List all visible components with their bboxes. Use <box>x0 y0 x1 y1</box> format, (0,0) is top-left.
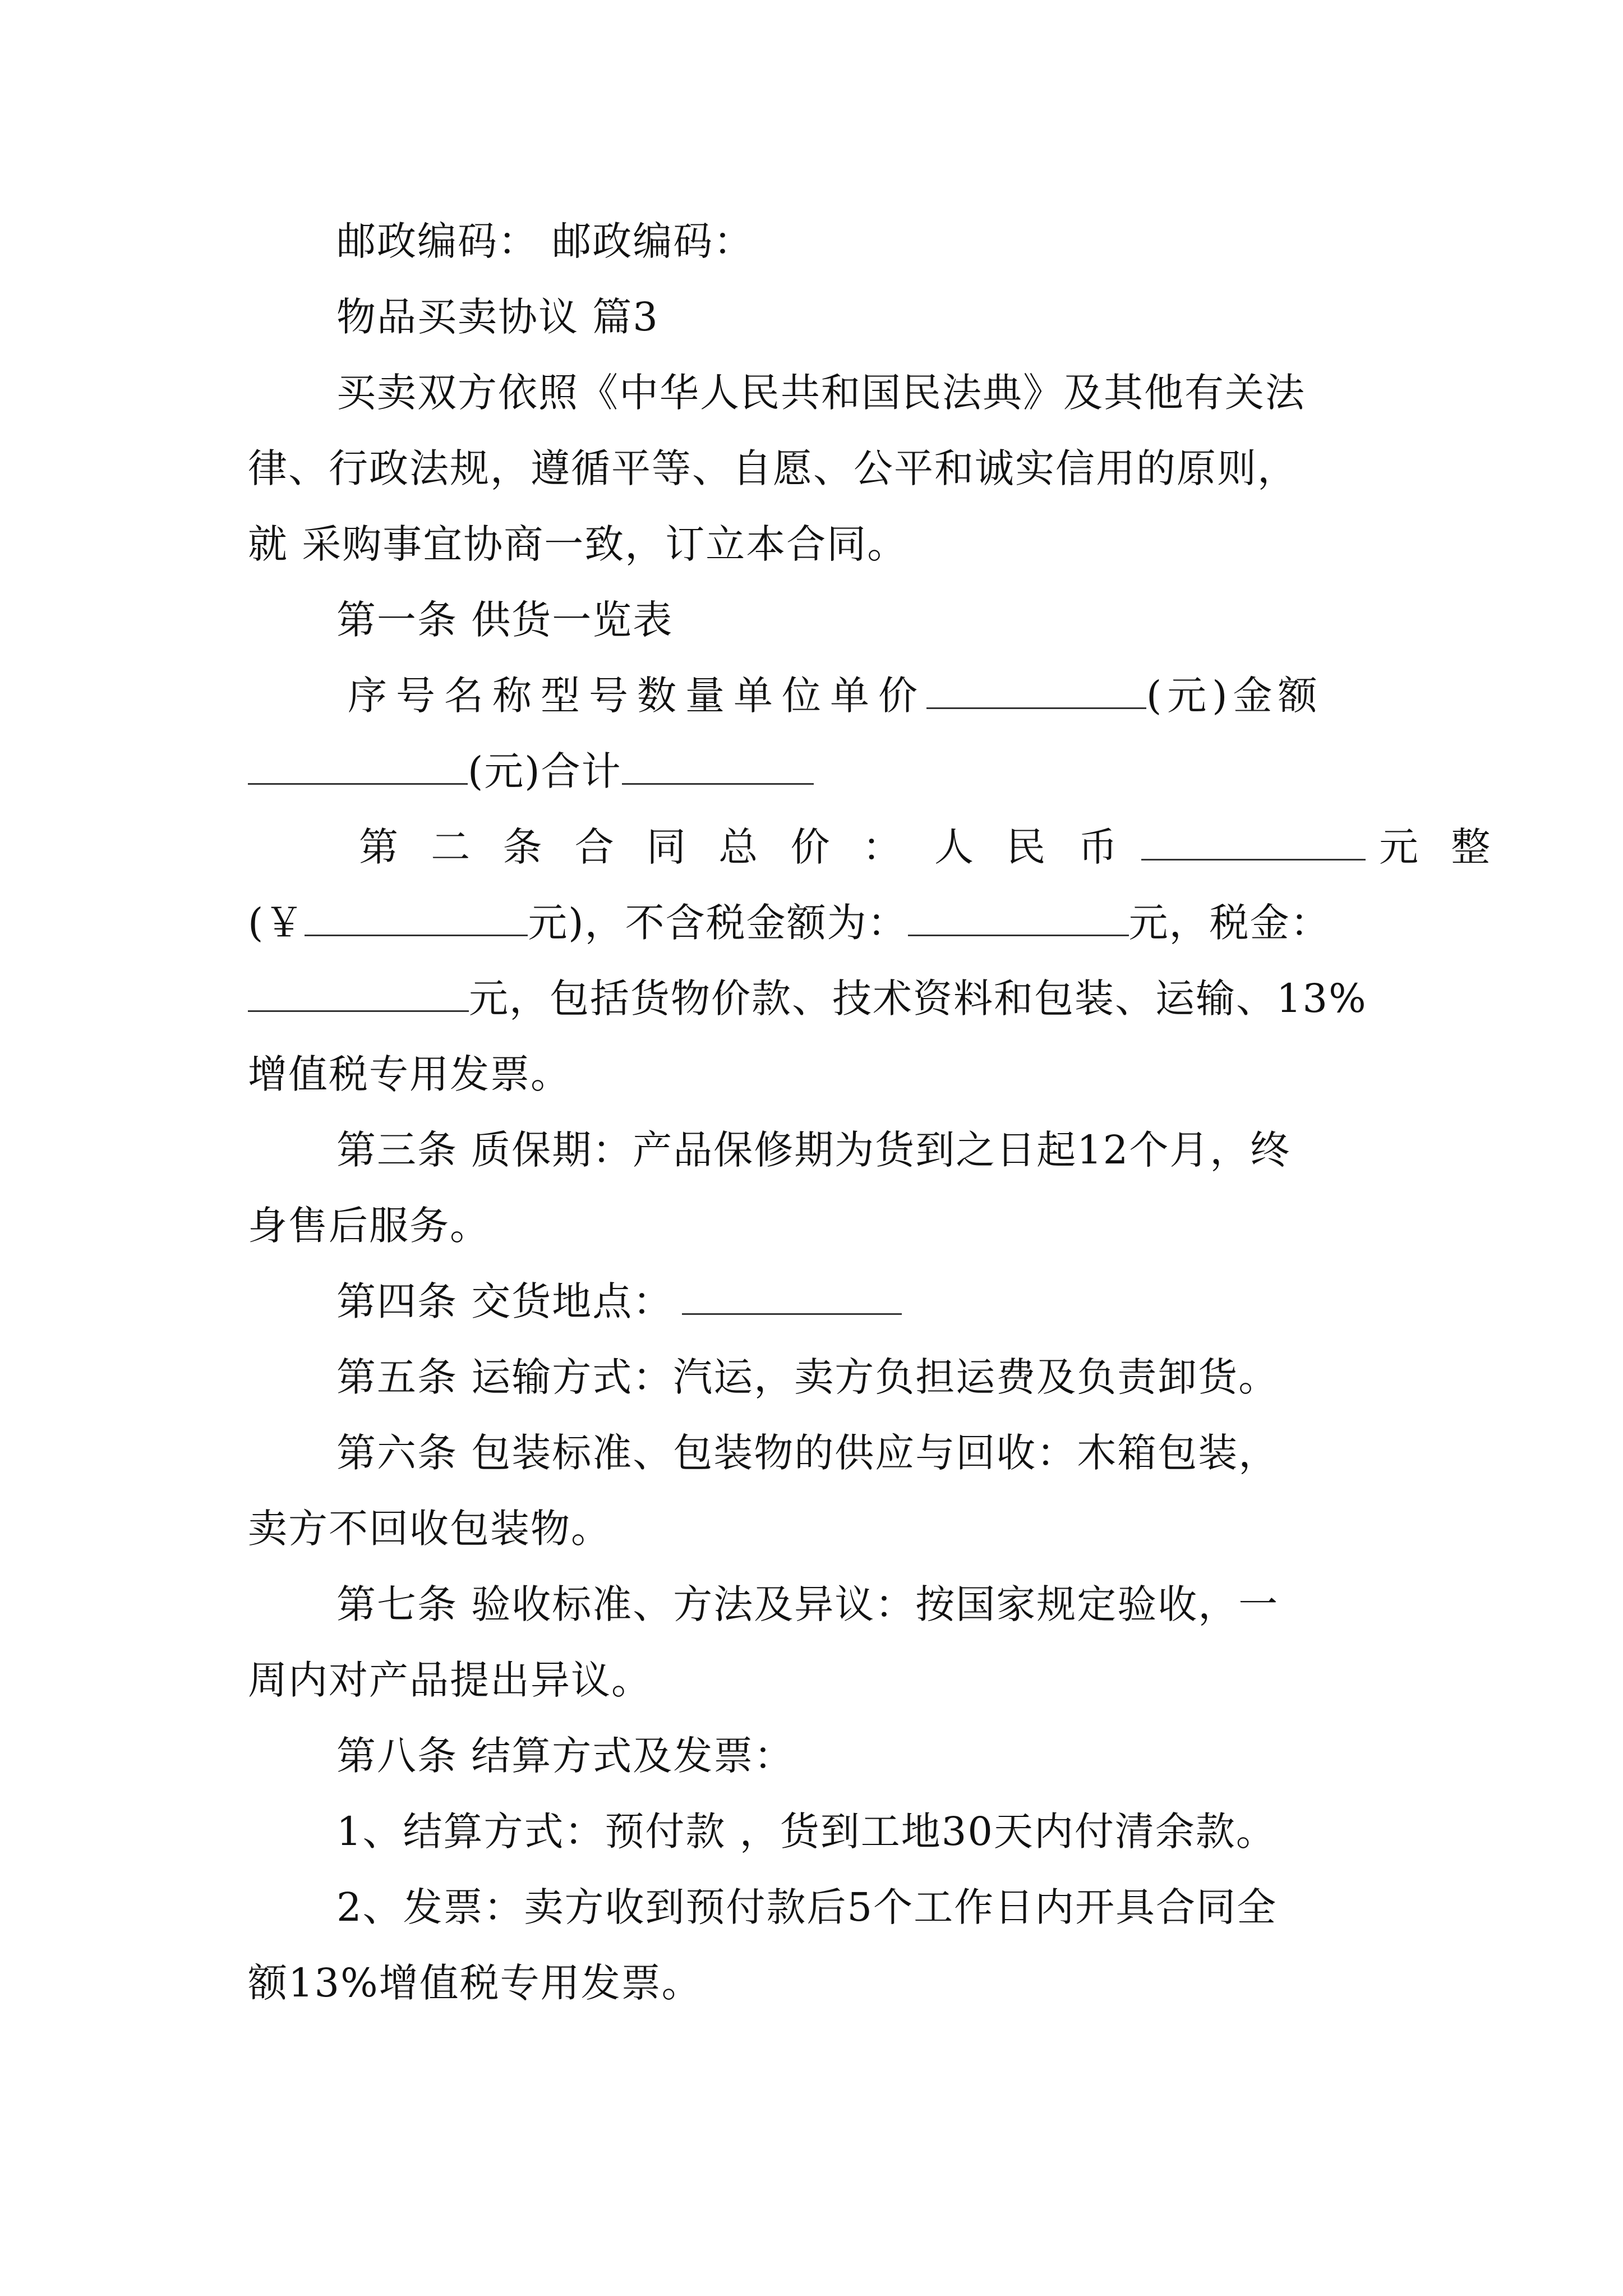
article-4-line <box>0 1271 1623 1332</box>
table-header-line-2 <box>0 740 1623 802</box>
blank-exclusive-tax <box>908 900 1129 936</box>
paragraph-intro-line-3 <box>0 513 1623 575</box>
text-tax: 元，税金： <box>1128 900 1331 946</box>
article-7-line-1 <box>0 1573 1623 1635</box>
text-article-3: 第三条 质保期：产品保修期为货到之日起12个月，终 <box>336 1127 1291 1173</box>
text-invoice-terms: 2、发票：卖方收到预付款后5个工作日内开具合同全 <box>336 1884 1278 1930</box>
text-article-8: 第八条 结算方式及发票： <box>336 1733 795 1779</box>
article-5-line <box>0 1346 1623 1408</box>
article-6-line-1 <box>0 1422 1623 1484</box>
text-article-7: 第七条 验收标准、方法及异议：按国家规定验收，一 <box>336 1581 1279 1627</box>
text-intro-2: 律、行政法规，遵循平等、自愿、公平和诚实信用的原则， <box>248 445 1298 491</box>
text-article-7-cont: 周内对产品提出异议。 <box>248 1657 652 1703</box>
document-title: 物品买卖协议 篇3 <box>336 294 659 340</box>
article-2-line-2 <box>0 892 1623 954</box>
blank-total <box>622 748 814 785</box>
paragraph-intro-line-2 <box>0 438 1623 499</box>
blank-amount <box>248 748 468 785</box>
article-2-line-1 <box>0 816 1623 878</box>
text-article-2: 第 二 条 合 同 总 价 ： 人 民 币 <box>359 824 1128 870</box>
article-3-line-2 <box>0 1195 1623 1257</box>
text-exclusive-tax: 元)，不含税金额为： <box>528 900 908 946</box>
text-invoice-terms-cont: 额13%增值税专用发票。 <box>248 1960 702 2006</box>
text-invoice: 增值税专用发票。 <box>248 1051 571 1097</box>
blank-yen-amount <box>305 900 528 936</box>
text-article-4: 第四条 交货地点： <box>336 1278 674 1324</box>
text-includes: 元，包括货物价款、技术资料和包装、运输、13% <box>469 976 1367 1022</box>
text-postal-code: 邮政编码： 邮政编码： <box>336 218 754 264</box>
blank-delivery-location <box>682 1278 902 1315</box>
heading-line <box>0 286 1623 348</box>
article-2-line-3 <box>0 968 1623 1029</box>
article-8-item-1 <box>0 1801 1623 1862</box>
text-table-columns: 序号名称型号数量单位单价 <box>348 673 926 719</box>
text-article-6-cont: 卖方不回收包装物。 <box>248 1506 611 1552</box>
article-6-line-2 <box>0 1498 1623 1559</box>
article-2-line-4 <box>0 1043 1623 1105</box>
text-article-6: 第六条 包装标准、包装物的供应与回收：木箱包装， <box>336 1430 1279 1476</box>
text-article-3-cont: 身售后服务。 <box>248 1203 490 1249</box>
text-settlement: 1、结算方式：预付款 ，货到工地30天内付清余款。 <box>336 1809 1276 1855</box>
article-7-line-2 <box>0 1649 1623 1711</box>
article-8-item-2-line-1 <box>0 1876 1623 1938</box>
article-8-heading <box>0 1725 1623 1787</box>
article-8-item-2-line-2 <box>0 1952 1623 2014</box>
postal-code-line <box>0 210 1623 272</box>
article-3-line-1 <box>0 1119 1623 1181</box>
blank-unit-price <box>926 673 1146 709</box>
paragraph-intro-line-1 <box>0 362 1623 424</box>
text-yuan-amount: (元)金额 <box>1146 673 1323 719</box>
text-article-5: 第五条 运输方式：汽运，卖方负担运费及负责卸货。 <box>336 1354 1279 1400</box>
table-header-line-1 <box>0 665 1623 726</box>
text-intro-1: 买卖双方依照《中华人民共和国民法典》及其他有关法 <box>336 370 1306 416</box>
blank-total-price-rmb <box>1141 824 1366 861</box>
blank-tax <box>248 976 469 1012</box>
text-yuan-zheng: 元 整 <box>1379 824 1501 870</box>
text-intro-3: 就 采购事宜协商一致，订立本合同。 <box>248 521 908 567</box>
text-yuan-total: (元)合计 <box>468 748 622 794</box>
text-article-1: 第一条 供货一览表 <box>336 597 674 643</box>
text-yen-open: (￥ <box>248 900 305 946</box>
article-1-heading <box>0 589 1623 651</box>
